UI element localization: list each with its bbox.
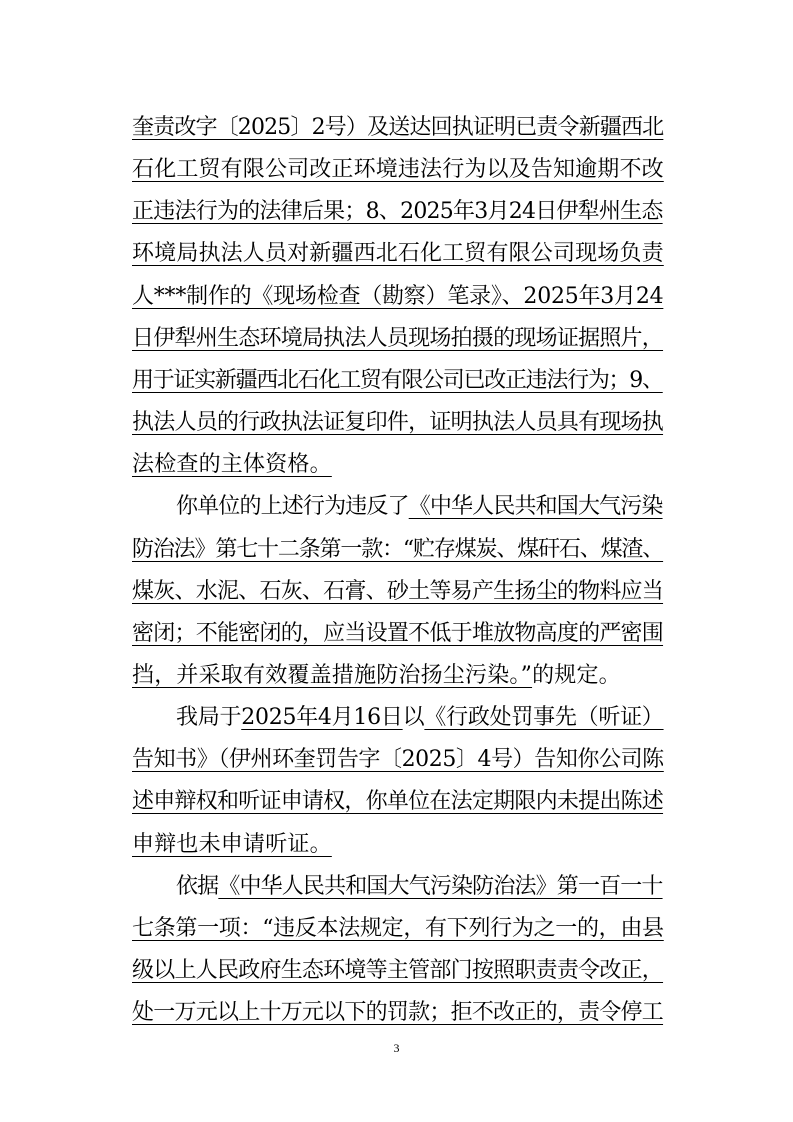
text-line [176, 493, 664, 521]
text-line [132, 240, 664, 268]
text-line [132, 451, 664, 479]
text-line [132, 620, 664, 648]
underlined-text: 日伊犁州生态环境局执法人员现场拍摄的现场证据照片， [132, 325, 664, 351]
underlined-text: 防治法》第七十二条第一款：“贮存煤炭、煤矸石、煤渣、 [132, 536, 664, 562]
plain-text: 我局于 [176, 705, 242, 731]
text-line [176, 704, 664, 732]
underlined-text: 用于证实新疆西北石化工贸有限公司已改正违法行为；9、 [132, 367, 663, 393]
underlined-text: 告知书》（伊州环奎罚告字〔2025〕4号）告知你公司陈 [132, 747, 664, 773]
page-number: 3 [393, 1041, 400, 1055]
text-line [132, 915, 664, 943]
text-line [132, 662, 664, 690]
underlined-text: 挡，并采取有效覆盖措施防治扬尘污染。” [132, 662, 533, 688]
underlined-text: 执法人员的行政执法证复印件，证明执法人员具有现场执 [132, 410, 664, 436]
text-line [132, 409, 664, 437]
underlined-text: 七条第一项：“违反本法规定，有下列行为之一的，由县 [132, 915, 664, 941]
underlined-text: 申辩也未申请听证。 [132, 831, 332, 857]
underlined-text: 《中华人民共和国大气污染防治法》第一百一十 [218, 873, 663, 899]
underlined-text: 《中华人民共和国大气污染 [408, 494, 663, 520]
underlined-text: 密闭；不能密闭的，应当设置不低于堆放物高度的严密围 [132, 620, 664, 646]
text-line [132, 957, 664, 985]
text-line [132, 114, 664, 142]
plain-text: 以 [402, 705, 425, 731]
underlined-text: 石化工贸有限公司改正环境违法行为以及告知逾期不改 [132, 157, 664, 183]
plain-text: 的规定。 [532, 662, 621, 688]
text-line [132, 156, 664, 184]
text-line [132, 536, 664, 564]
plain-text: 依据 [176, 873, 219, 899]
underlined-text: 奎责改字〔2025〕2号）及送达回执证明已责令新疆西北 [132, 115, 664, 140]
plain-text: 你单位的上述行为违反了 [176, 494, 409, 520]
underlined-text: 处一万元以上十万元以下的罚款；拒不改正的，责令停工 [132, 1000, 664, 1026]
text-line [176, 873, 664, 901]
text-line [132, 831, 664, 859]
text-line [132, 578, 664, 606]
text-line [132, 198, 664, 226]
text-line [132, 367, 664, 395]
underlined-text: 正违法行为的法律后果；8、2025年3月24日伊犁州生态 [132, 199, 663, 225]
text-line [132, 999, 664, 1027]
underlined-text: 《行政处罚事先（听证） [424, 705, 664, 731]
text-line [132, 283, 664, 311]
underlined-text: 人***制作的《现场检查（勘察）笔录》、2025年3月24 [132, 283, 664, 309]
text-line [132, 788, 664, 816]
underlined-text: 2025年4月16日 [241, 705, 403, 731]
underlined-text: 法检查的主体资格。 [132, 452, 332, 478]
underlined-text: 环境局执法人员对新疆西北石化工贸有限公司现场负责 [132, 241, 664, 267]
text-line [132, 746, 664, 774]
text-line [132, 325, 664, 353]
underlined-text: 级以上人民政府生态环境等主管部门按照职责责令改正， [132, 958, 664, 983]
underlined-text: 述申辩权和听证申请权，你单位在法定期限内未提出陈述 [132, 789, 664, 815]
underlined-text: 煤灰、水泥、石灰、石膏、砂土等易产生扬尘的物料应当 [132, 578, 664, 604]
